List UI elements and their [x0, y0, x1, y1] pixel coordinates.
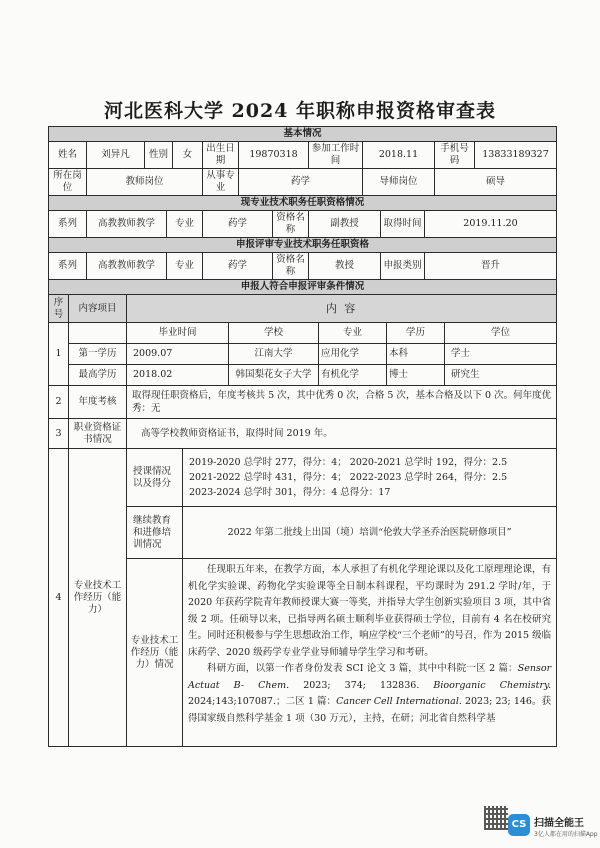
document-title: 河北医科大学 2024 年职称申报资格审查表 [103, 100, 497, 122]
phone-label: 手机号码 [435, 142, 475, 169]
top-edu-major: 有机化学 [319, 365, 387, 386]
mentor-label: 导师岗位 [363, 169, 435, 196]
current-series-label: 系列 [49, 211, 87, 238]
section-conditions: 申报人符合申报评审条件情况 [49, 280, 557, 295]
first-edu-major: 应用化学 [319, 344, 387, 365]
row4-number: 4 [49, 449, 69, 747]
current-date-value: 2019.11.20 [425, 211, 557, 238]
first-edu-degree: 学士 [445, 344, 557, 365]
journal-1: Sensor Actuat B- Chem. [188, 663, 552, 691]
apply-series-label: 系列 [49, 253, 87, 280]
apply-major-value: 药学 [203, 253, 273, 280]
top-edu-school: 韩国梨花女子大学 [229, 365, 319, 386]
phone-value: 13833189327 [475, 142, 557, 169]
section-basic: 基本情况 [49, 127, 557, 142]
work-start-value: 2018.11 [363, 142, 435, 169]
work-start-label: 参加工作时间 [309, 142, 363, 169]
experience-label: 专业技术工作经历（能力） [69, 449, 127, 747]
major-header: 专业 [319, 323, 387, 344]
continuing-edu-label: 继续教育和进修培训情况 [127, 507, 183, 559]
gender-value: 女 [173, 142, 203, 169]
current-major-label: 专业 [167, 211, 203, 238]
name-value: 刘异凡 [87, 142, 145, 169]
first-edu-label: 第一学历 [69, 344, 127, 365]
certificate-label: 职业资格证书情况 [69, 419, 127, 449]
top-edu-label: 最高学历 [69, 365, 127, 386]
degree-header: 学位 [445, 323, 557, 344]
current-qualification-table [48, 195, 557, 238]
grad-time-header: 毕业时间 [127, 323, 229, 344]
apply-qual-value: 教授 [309, 253, 381, 280]
top-edu-level: 博士 [387, 365, 445, 386]
apply-qual-label: 资格名称 [273, 253, 309, 280]
scanner-slogan: 3亿人都在用的扫描App [534, 831, 598, 838]
first-edu-level: 本科 [387, 344, 445, 365]
content-header: 内 容 [127, 295, 557, 323]
annual-review-text: 取得现任职资格后，年度考核共 5 次，其中优秀 0 次，合格 5 次，基本合格及以下 0 次。何年度优秀：无 [127, 386, 557, 419]
section-current: 现专业技术职务任职资格情况 [49, 196, 557, 211]
first-edu-time: 2009.07 [127, 344, 229, 365]
basic-info-table [48, 126, 557, 196]
teaching-line: 2019-2020 总学时 277，得分：4； 2020-2021 总学时 192，得分：2.5 [189, 457, 508, 468]
row2-number: 2 [49, 386, 69, 419]
apply-type-value: 晋升 [425, 253, 557, 280]
work-experience-label: 专业技术工作经历（能力）情况 [127, 559, 183, 747]
teaching-line: 2021-2022 总学时 431，得分：4； 2022-2023 总学时 264，得分：2.5 [189, 472, 508, 483]
teaching-label: 授课情况以及得分 [127, 449, 183, 507]
top-edu-degree: 研究生 [445, 365, 557, 386]
row1-number: 1 [49, 323, 69, 386]
research-paragraph: 科研方面，以第一作者身份发表 SCI 论文 3 篇，其中中科院一区 2 篇：Sensor Actuat B- Chem. 2023; 374; 132836. Bioorganic Chemistry. 2024;143;107087.；二区 1 篇：Cancer Cell International. 2023; 23; 146。获得国家级自然科学基金 1 项（30 万元），主持，在研；河北省自然科学基 [188, 663, 552, 724]
item-header: 内容项目 [69, 295, 127, 323]
apply-series-value: 高教教师教学 [87, 253, 167, 280]
scanner-logo-icon: CS [508, 814, 530, 836]
first-edu-school: 江南大学 [229, 344, 319, 365]
annual-review-label: 年度考核 [69, 386, 127, 419]
major-value: 药学 [239, 169, 363, 196]
apply-type-label: 申报类别 [381, 253, 425, 280]
current-date-label: 取得时间 [381, 211, 425, 238]
name-label: 姓名 [49, 142, 87, 169]
current-major-value: 药学 [203, 211, 273, 238]
journal-3: Cancer Cell International. [336, 696, 462, 707]
scanner-app-name: 扫描全能王 [534, 818, 584, 829]
birth-label: 出生日期 [203, 142, 239, 169]
current-qual-value: 副教授 [309, 211, 381, 238]
teaching-paragraph: 任现职五年来，在教学方面，本人承担了有机化学理论课以及化工原理理论课，有机化学实验课、药物化学实验课等全日制本科课程，平均课时为 291.2 学时/年，于 2020 年获药学院青年教师授课大赛一等奖，并指导大学生创新实验项目 3 项，其中省级 2 项。任硕导以来，已指导两名硕士顺利毕业获得硕士学位，目前有 4 名在校研究生。同时还积极参与学生思想政治工作，响应学校“三个老师”的号召，作为 2015 级临床药学、2020 级药学专业学业导师辅导学生学习和考研。 [188, 564, 552, 658]
current-qual-label: 资格名称 [273, 211, 309, 238]
apply-major-label: 专业 [167, 253, 203, 280]
teaching-details [183, 449, 557, 507]
edu-header: 学历 [387, 323, 445, 344]
gender-label: 性别 [145, 142, 173, 169]
mentor-value: 硕导 [435, 169, 557, 196]
birth-value: 19870318 [239, 142, 309, 169]
work-experience-text [183, 559, 557, 747]
journal-2: Bioorganic Chemistry. [433, 679, 552, 691]
seq-header: 序号 [49, 295, 69, 323]
post-value: 教师岗位 [87, 169, 203, 196]
current-series-value: 高教教师教学 [87, 211, 167, 238]
teaching-line: 2023-2024 总学时 301，得分：4 总得分：17 [189, 487, 391, 498]
certificate-text: 高等学校教师资格证书，取得时间 2019 年。 [127, 419, 557, 449]
scanner-watermark [478, 806, 598, 844]
conditions-table [48, 279, 557, 747]
apply-qualification-table [48, 237, 557, 280]
continuing-edu-text: 2022 年第二批线上出国（境）培训“伦敦大学圣乔治医院研修项目” [183, 507, 557, 559]
post-label: 所在岗位 [49, 169, 87, 196]
major-label: 从事专业 [203, 169, 239, 196]
section-apply: 申报评审专业技术职务任职资格 [49, 238, 557, 253]
review-form [48, 126, 556, 747]
school-header: 学校 [229, 323, 319, 344]
row3-number: 3 [49, 419, 69, 449]
top-edu-time: 2018.02 [127, 365, 229, 386]
